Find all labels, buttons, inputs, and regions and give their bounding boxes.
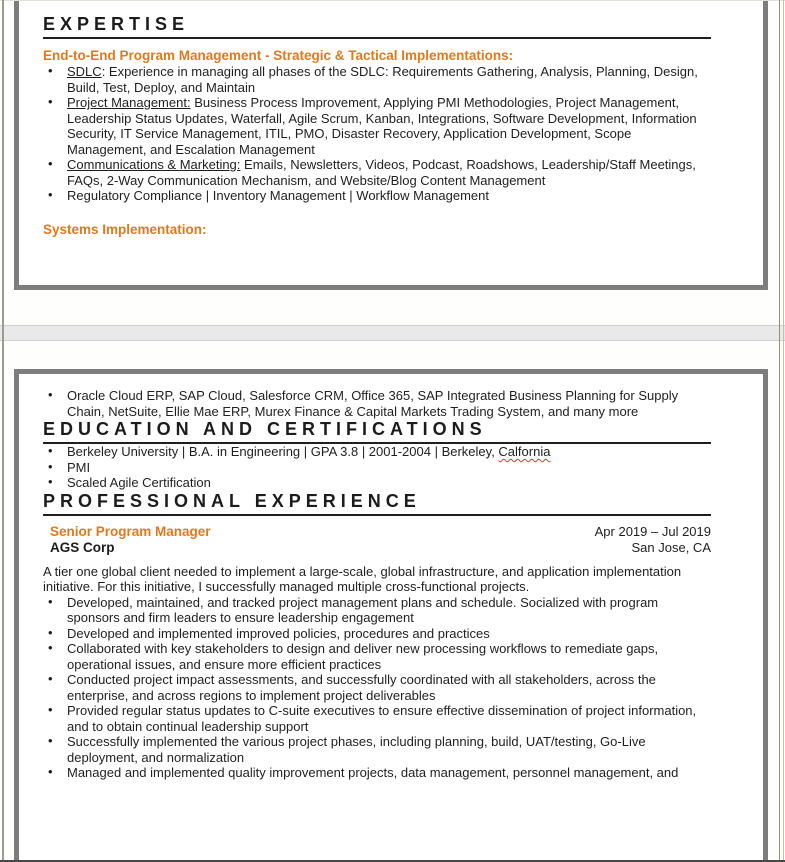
- bullet-text: Business Process Improvement, Applying PMI Methodologies, Project Management, Leadership Status Updates, Waterfall, Agile Scrum, Kanban, Integrations, Software Development, Information Security, IT Service Management, ITIL, PMO, Disaster Recovery, Application Development, Scope Management, and Escalation Management: [67, 95, 697, 157]
- bullet-text: Scaled Agile Certification: [67, 475, 211, 490]
- bullet-text: Collaborated with key stakeholders to design and deliver new processing workflows to remediate gaps, operational issues, and ensure more efficient practices: [67, 641, 659, 672]
- bullet-lead: Project Management:: [67, 95, 191, 110]
- bullet-text: Emails, Newsletters, Videos, Podcast, Roadshows, Leadership/Staff Meetings, FAQs, 2-Way Communication Mechanism, and Website/Blog Content Management: [67, 157, 696, 188]
- bullet-item: [43, 460, 711, 476]
- bullet-text: Successfully implemented the various project phases, including planning, build, UAT/testing, Go-Live deployment, and normalization: [67, 734, 646, 765]
- page-2-content: [43, 374, 711, 781]
- misspelled-word: Calfornia: [498, 444, 551, 459]
- resume-page-1: [14, 0, 768, 290]
- bullet-item: [43, 64, 711, 95]
- job-dates: Apr 2019 – Jul 2019: [594, 523, 711, 539]
- job-summary: A tier one global client needed to implement a large-scale, global infrastructure, and application implementation initiative. For this initiative, I successfully managed multiple cross-functional projects.: [43, 563, 682, 594]
- education-bullet-list: [43, 444, 711, 491]
- viewport-left-edge: [2, 0, 4, 862]
- viewport-right-edge-inner: [783, 0, 784, 862]
- bullet-item: [43, 188, 711, 204]
- job-header: [50, 524, 711, 556]
- expertise-bullet-list: [43, 64, 711, 204]
- bullet-item: [43, 475, 711, 491]
- job-header-row-2: [50, 540, 711, 556]
- professional-experience-heading: PROFESSIONAL EXPERIENCE: [43, 491, 711, 516]
- bullet-item: [43, 595, 711, 626]
- bullet-item: [43, 703, 711, 734]
- page-break-band: [0, 325, 785, 341]
- bullet-item: [43, 388, 711, 419]
- systems-bullet-list: [43, 388, 711, 419]
- job-company: AGS Corp: [50, 539, 115, 555]
- systems-implementation-subheading: Systems Implementation:: [43, 221, 207, 237]
- bullet-text: Conducted project impact assessments, and successfully coordinated with all stakeholders, across the enterprise, and across regions to implement project deliverables: [67, 672, 656, 703]
- bullet-text: Berkeley University | B.A. in Engineering | GPA 3.8 | 2001-2004 | Berkeley,: [67, 444, 499, 459]
- bullet-item: [43, 765, 711, 781]
- bullet-item: [43, 626, 711, 642]
- bullet-item: [43, 734, 711, 765]
- bullet-text: Regulatory Compliance | Inventory Management | Workflow Management: [67, 188, 489, 203]
- viewport-top-edge: [0, 0, 785, 1]
- bullet-item: [43, 444, 711, 460]
- job-header-row-1: [50, 524, 711, 540]
- bullet-text: Oracle Cloud ERP, SAP Cloud, Salesforce CRM, Office 365, SAP Integrated Business Planning for Supply Chain, NetSuite, Ellie Mae ERP, Murex Finance & Capital Markets Trading System, and many more: [67, 388, 679, 419]
- expertise-subheading: End-to-End Program Management - Strategic & Tactical Implementations:: [43, 48, 514, 63]
- job-location: San Jose, CA: [631, 539, 711, 555]
- expertise-heading: EXPERTISE: [43, 14, 711, 39]
- bullet-item: [43, 95, 711, 157]
- bullet-text: : Experience in managing all phases of the SDLC: Requirements Gathering, Analysis, Planning, Design, Build, Test, Deploy, and Maintain: [67, 64, 698, 95]
- resume-page-2: [14, 369, 768, 862]
- bullet-lead: Communications & Marketing:: [67, 157, 241, 172]
- bullet-item: [43, 157, 711, 188]
- bullet-lead: SDLC: [67, 64, 102, 79]
- experience-bullet-list: [43, 595, 711, 781]
- bullet-text: PMI: [67, 459, 91, 475]
- job-title: Senior Program Manager: [50, 523, 211, 539]
- bullet-item: [43, 672, 711, 703]
- education-heading: EDUCATION AND CERTIFICATIONS: [43, 419, 711, 444]
- bullet-item: [43, 641, 711, 672]
- bullet-text: Managed and implemented quality improvement projects, data management, personnel management, and: [67, 765, 679, 780]
- page-1-content: [43, 0, 711, 238]
- bullet-text: Developed, maintained, and tracked project management plans and schedule. Socialized with program sponsors and firm leaders to ensure leadership engagement: [67, 594, 659, 625]
- bullet-text: Provided regular status updates to C-suite executives to ensure effective dissemination of project information, and to obtain continual leadership support: [67, 703, 697, 734]
- viewport-right-edge-outer: [779, 0, 780, 862]
- bullet-text: Developed and implemented improved policies, procedures and practices: [67, 625, 490, 641]
